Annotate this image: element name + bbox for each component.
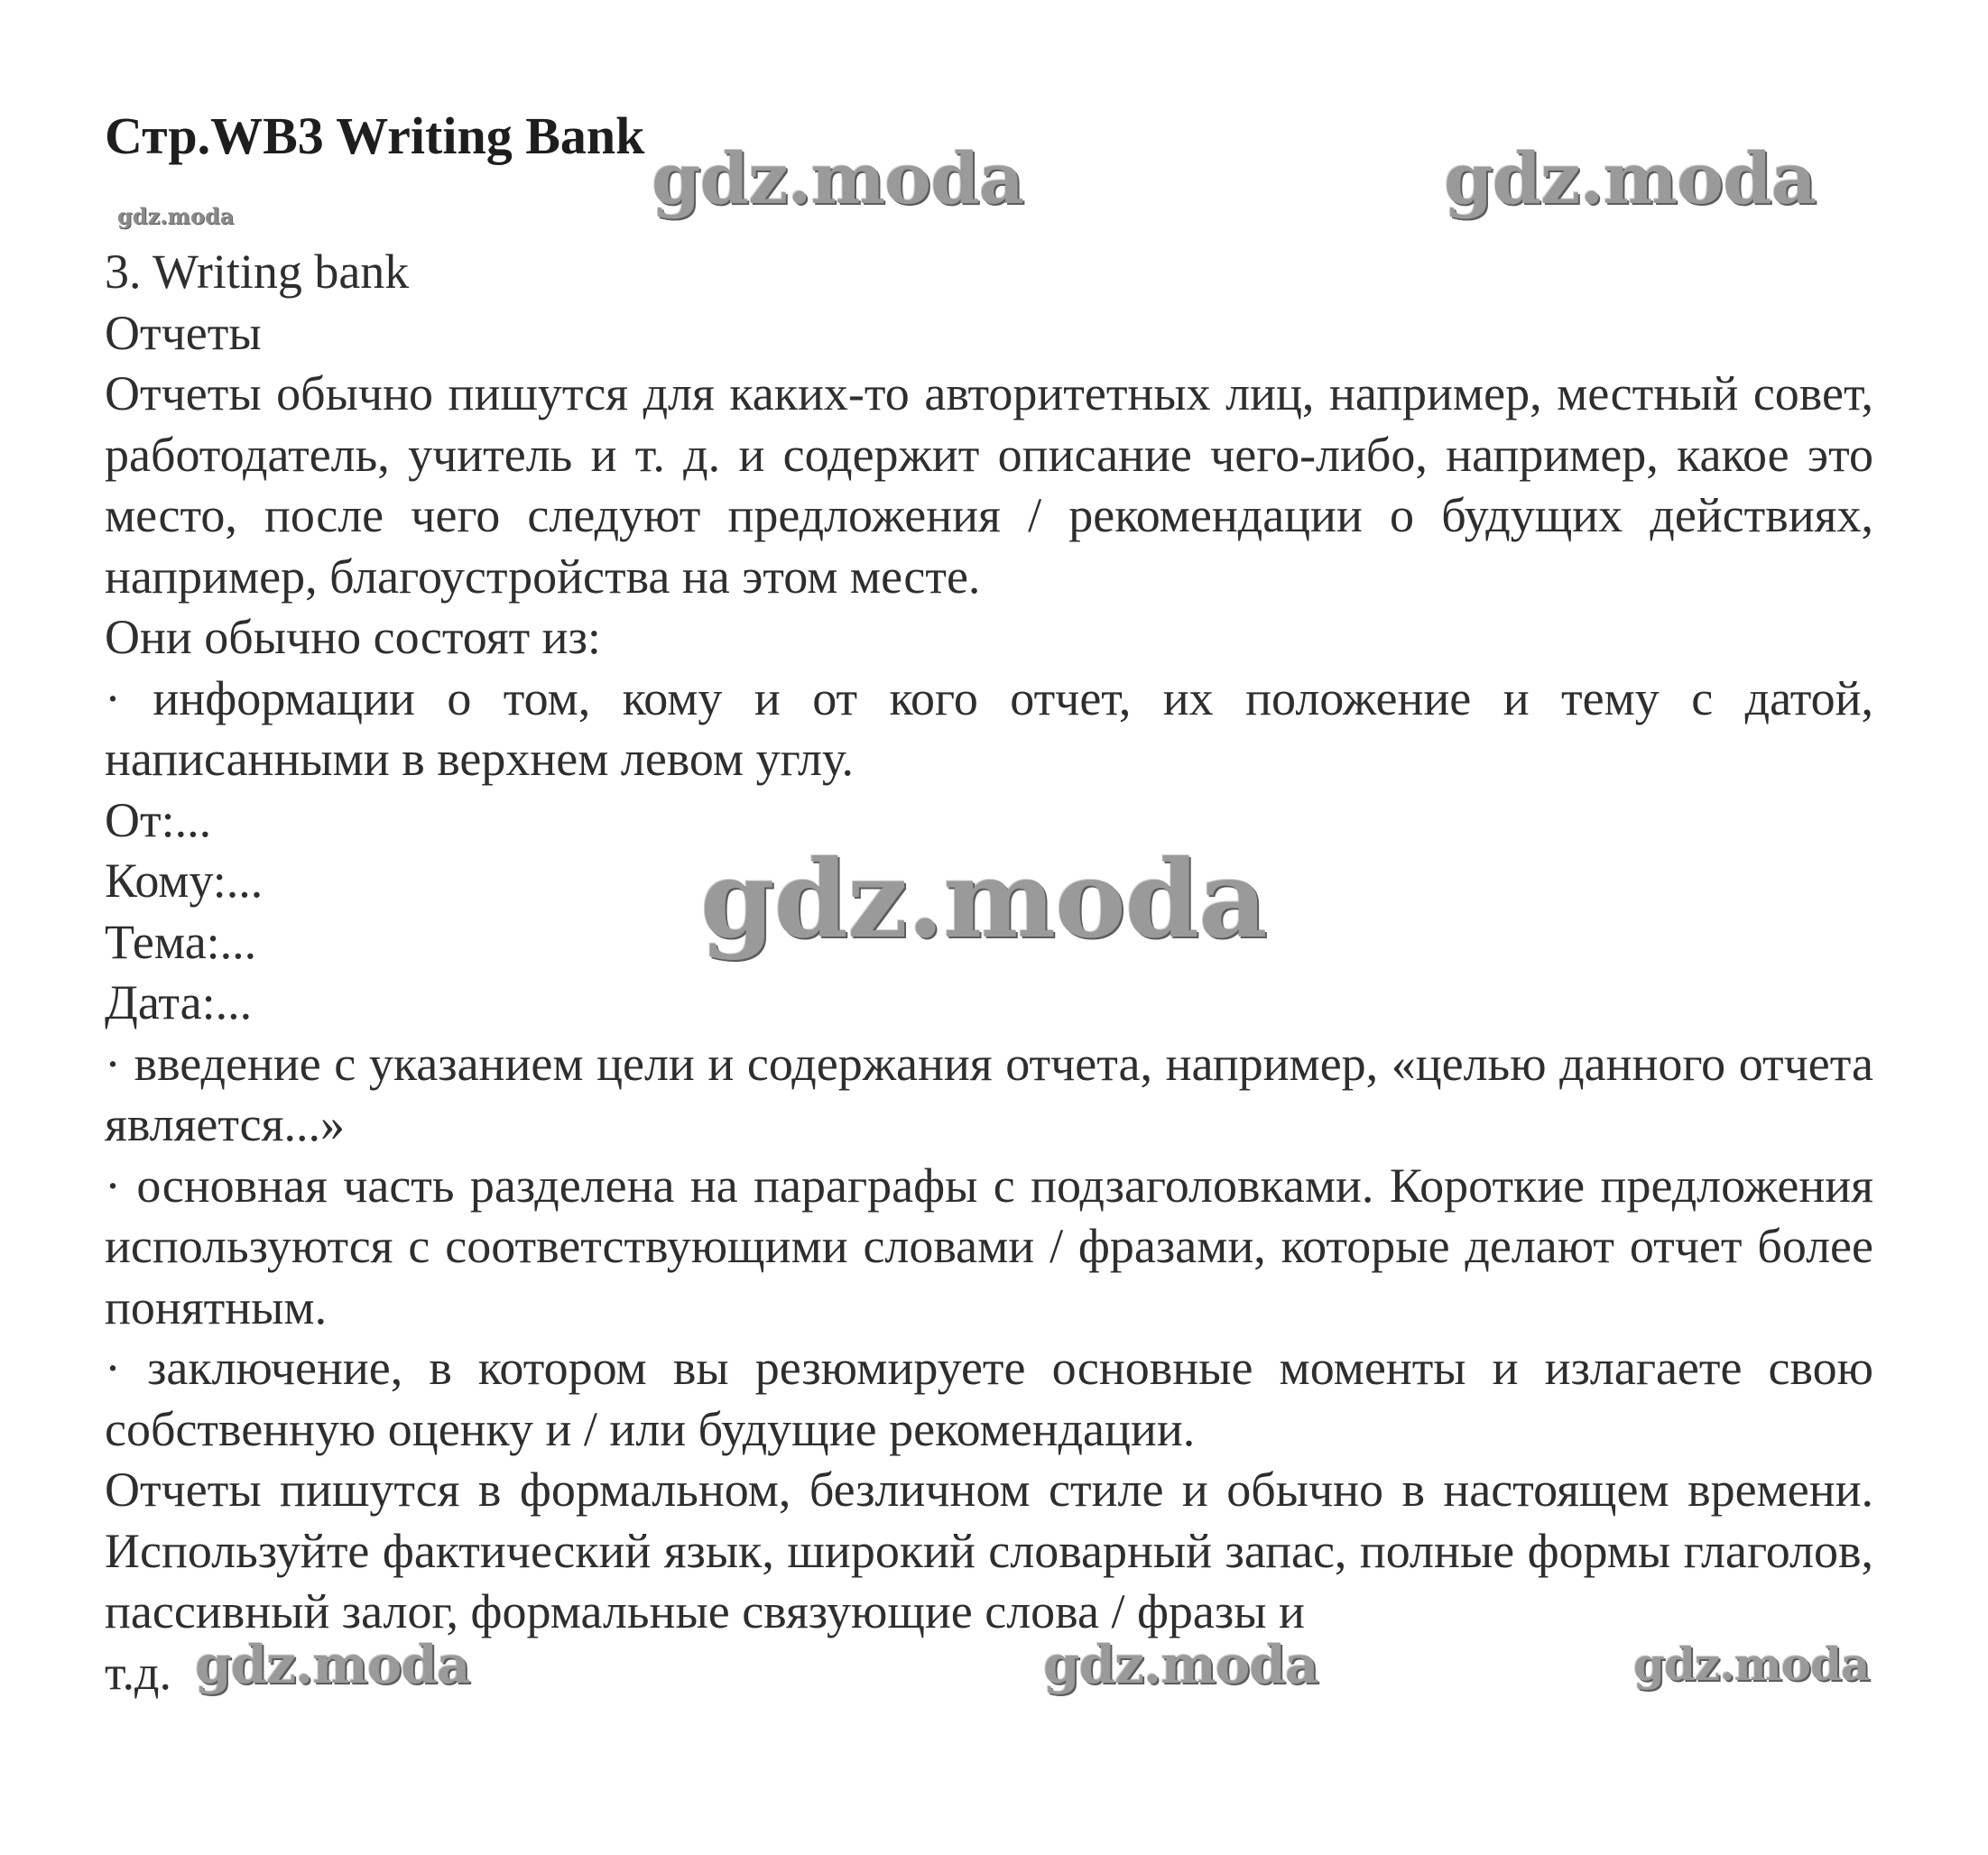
watermark-bottom-center: gdz.moda xyxy=(1043,1634,1318,1695)
consist-intro: Они обычно состоят из: xyxy=(105,610,601,664)
watermark-top-right: gdz.moda xyxy=(1444,138,1817,220)
field-subject: Тема:... xyxy=(105,914,257,969)
style-note-end: т.д. xyxy=(105,1645,172,1700)
section-number: 3. Writing bank xyxy=(105,245,410,299)
bullet-recipient-info: · информации о том, кому и от кого отчет, их положение и тему с датой, написанными в верхнем левом углу. xyxy=(105,670,1873,786)
page-title: Стр.WB3 Writing Bank xyxy=(105,106,645,165)
watermark-middle: gdz.moda xyxy=(700,836,1267,962)
intro-paragraph: Отчеты обычно пишутся для каких-то авторитетных лиц, например, местный совет, работодатель, учитель и т. д. и содержит описание чего-либо, например, какое это место, после чего следуют предложения / рекомендации о будущих действиях, например, благоустройства на этом месте. xyxy=(105,366,1873,604)
watermark-small: gdz.moda xyxy=(117,203,235,229)
section-title: Отчеты xyxy=(105,305,262,360)
watermark-bottom-right: gdz.moda xyxy=(1633,1638,1870,1691)
field-to: Кому:... xyxy=(105,854,264,908)
field-from: От:... xyxy=(105,792,212,847)
bullet-main-body: · основная часть разделена на параграфы с подзаголовками. Короткие предложения используются с соответствующими словами / фразами, которые делают отчет более понятным. xyxy=(105,1158,1873,1334)
document-body xyxy=(105,242,1873,1703)
bullet-introduction: · введение с указанием цели и содержания отчета, например, «целью данного отчета является...» xyxy=(105,1036,1873,1151)
field-date: Дата:... xyxy=(105,975,253,1029)
style-note: Отчеты пишутся в формальном, безличном стиле и обычно в настоящем времени. Используйте фактический язык, широкий словарный запас, полные формы глаголов, пассивный залог, формальные связующие слова / фразы и xyxy=(105,1463,1873,1638)
bullet-conclusion: · заключение, в котором вы резюмируете основные моменты и излагаете свою собственную оценку и / или будущие рекомендации. xyxy=(105,1341,1873,1456)
watermark-top-center: gdz.moda xyxy=(652,138,1024,220)
watermark-bottom-left: gdz.moda xyxy=(195,1634,470,1695)
